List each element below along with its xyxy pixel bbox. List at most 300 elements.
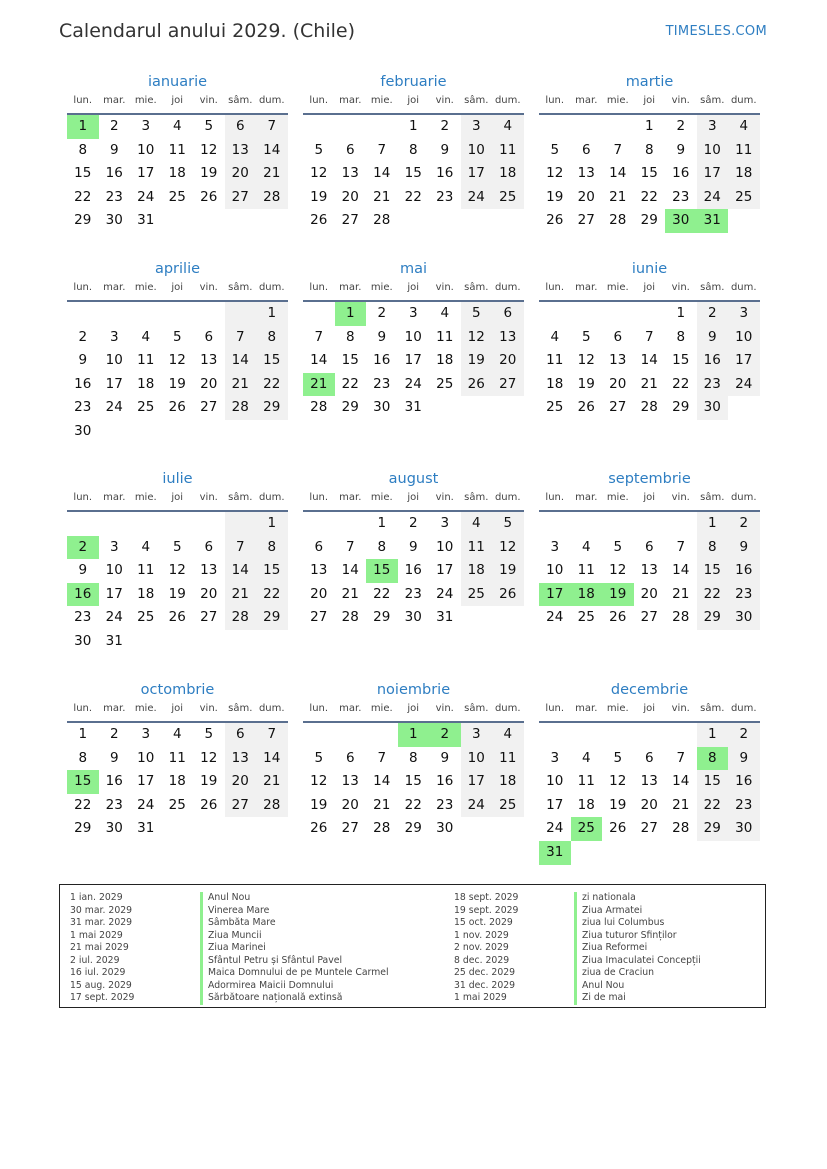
day-cell[interactable]: 10	[137, 749, 155, 766]
holiday-day-cell[interactable]: 8	[697, 747, 729, 771]
day-cell[interactable]: 27	[341, 820, 359, 837]
day-cell[interactable]: 22	[341, 375, 359, 392]
day-cell[interactable]: 11	[168, 749, 186, 766]
day-cell[interactable]: 17	[461, 162, 493, 186]
day-cell[interactable]: 22	[640, 188, 658, 205]
day-cell[interactable]: 16	[697, 349, 729, 373]
day-cell[interactable]: 28	[225, 396, 257, 420]
day-cell[interactable]: 8	[697, 536, 729, 560]
day-cell[interactable]: 17	[137, 773, 155, 790]
day-cell[interactable]: 15	[341, 352, 359, 369]
day-cell[interactable]: 17	[105, 585, 123, 602]
day-cell[interactable]: 28	[341, 609, 359, 626]
day-cell[interactable]: 18	[168, 165, 186, 182]
day-cell[interactable]: 16	[728, 770, 760, 794]
day-cell[interactable]: 13	[225, 747, 257, 771]
holiday-day-cell[interactable]: 17	[539, 583, 571, 607]
day-cell[interactable]: 21	[225, 373, 257, 397]
day-cell[interactable]: 27	[609, 399, 627, 416]
day-cell[interactable]: 9	[728, 747, 760, 771]
day-cell[interactable]: 8	[78, 749, 88, 766]
day-cell[interactable]: 31	[137, 212, 155, 229]
day-cell[interactable]: 5	[613, 749, 623, 766]
day-cell[interactable]: 7	[377, 749, 387, 766]
day-cell[interactable]: 19	[168, 585, 186, 602]
day-cell[interactable]: 13	[341, 165, 359, 182]
day-cell[interactable]: 20	[640, 585, 658, 602]
day-cell[interactable]: 6	[345, 141, 355, 158]
day-cell[interactable]: 11	[137, 562, 155, 579]
day-cell[interactable]: 4	[461, 512, 493, 536]
day-cell[interactable]: 15	[672, 352, 690, 369]
day-cell[interactable]: 22	[697, 794, 729, 818]
day-cell[interactable]: 29	[74, 820, 92, 837]
day-cell[interactable]: 30	[697, 396, 729, 420]
day-cell[interactable]: 17	[728, 349, 760, 373]
day-cell[interactable]: 18	[436, 352, 454, 369]
day-cell[interactable]: 6	[613, 328, 623, 345]
day-cell[interactable]: 30	[728, 606, 760, 630]
day-cell[interactable]: 12	[546, 165, 564, 182]
day-cell[interactable]: 18	[577, 796, 595, 813]
day-cell[interactable]: 23	[373, 375, 391, 392]
day-cell[interactable]: 18	[137, 585, 155, 602]
day-cell[interactable]: 8	[644, 141, 654, 158]
day-cell[interactable]: 12	[577, 352, 595, 369]
day-cell[interactable]: 14	[609, 165, 627, 182]
day-cell[interactable]: 16	[74, 375, 92, 392]
day-cell[interactable]: 31	[137, 820, 155, 837]
day-cell[interactable]: 14	[341, 562, 359, 579]
day-cell[interactable]: 13	[492, 326, 524, 350]
day-cell[interactable]: 21	[341, 585, 359, 602]
day-cell[interactable]: 30	[105, 820, 123, 837]
day-cell[interactable]: 8	[408, 749, 418, 766]
day-cell[interactable]: 16	[728, 559, 760, 583]
day-cell[interactable]: 28	[373, 212, 391, 229]
day-cell[interactable]: 5	[314, 749, 324, 766]
holiday-day-cell[interactable]: 2	[67, 536, 99, 560]
day-cell[interactable]: 24	[461, 794, 493, 818]
day-cell[interactable]: 27	[341, 212, 359, 229]
day-cell[interactable]: 8	[256, 326, 288, 350]
day-cell[interactable]: 10	[461, 747, 493, 771]
day-cell[interactable]: 21	[640, 375, 658, 392]
day-cell[interactable]: 7	[613, 141, 623, 158]
day-cell[interactable]: 13	[225, 139, 257, 163]
day-cell[interactable]: 10	[436, 538, 454, 555]
day-cell[interactable]: 11	[168, 141, 186, 158]
day-cell[interactable]: 6	[314, 538, 324, 555]
day-cell[interactable]: 24	[105, 609, 123, 626]
day-cell[interactable]: 30	[436, 820, 454, 837]
holiday-day-cell[interactable]: 2	[429, 723, 461, 747]
day-cell[interactable]: 23	[74, 609, 92, 626]
day-cell[interactable]: 11	[436, 328, 454, 345]
day-cell[interactable]: 14	[225, 349, 257, 373]
day-cell[interactable]: 30	[404, 609, 422, 626]
day-cell[interactable]: 19	[310, 188, 328, 205]
day-cell[interactable]: 23	[697, 373, 729, 397]
day-cell[interactable]: 9	[109, 141, 119, 158]
day-cell[interactable]: 28	[256, 186, 288, 210]
day-cell[interactable]: 24	[546, 609, 564, 626]
day-cell[interactable]: 16	[436, 773, 454, 790]
day-cell[interactable]: 27	[200, 609, 218, 626]
day-cell[interactable]: 4	[581, 538, 591, 555]
day-cell[interactable]: 11	[492, 139, 524, 163]
day-cell[interactable]: 17	[461, 770, 493, 794]
day-cell[interactable]: 24	[404, 375, 422, 392]
day-cell[interactable]: 22	[373, 585, 391, 602]
day-cell[interactable]: 19	[492, 559, 524, 583]
day-cell[interactable]: 26	[168, 399, 186, 416]
day-cell[interactable]: 22	[672, 375, 690, 392]
day-cell[interactable]: 9	[676, 141, 686, 158]
holiday-day-cell[interactable]: 15	[67, 770, 99, 794]
day-cell[interactable]: 21	[609, 188, 627, 205]
day-cell[interactable]: 6	[644, 749, 654, 766]
day-cell[interactable]: 22	[697, 583, 729, 607]
day-cell[interactable]: 17	[546, 796, 564, 813]
day-cell[interactable]: 27	[577, 212, 595, 229]
day-cell[interactable]: 27	[225, 794, 257, 818]
day-cell[interactable]: 2	[728, 512, 760, 536]
day-cell[interactable]: 13	[640, 562, 658, 579]
day-cell[interactable]: 25	[492, 186, 524, 210]
day-cell[interactable]: 1	[408, 118, 418, 134]
day-cell[interactable]: 4	[581, 749, 591, 766]
day-cell[interactable]: 13	[577, 165, 595, 182]
day-cell[interactable]: 11	[492, 747, 524, 771]
day-cell[interactable]: 2	[109, 726, 119, 742]
day-cell[interactable]: 29	[373, 609, 391, 626]
day-cell[interactable]: 30	[74, 422, 92, 439]
day-cell[interactable]: 18	[492, 162, 524, 186]
day-cell[interactable]: 20	[200, 375, 218, 392]
day-cell[interactable]: 6	[492, 302, 524, 326]
day-cell[interactable]: 24	[105, 399, 123, 416]
day-cell[interactable]: 25	[728, 186, 760, 210]
day-cell[interactable]: 8	[345, 328, 355, 345]
day-cell[interactable]: 19	[168, 375, 186, 392]
day-cell[interactable]: 19	[200, 773, 218, 790]
day-cell[interactable]: 16	[105, 773, 123, 790]
day-cell[interactable]: 29	[404, 820, 422, 837]
day-cell[interactable]: 1	[644, 118, 654, 134]
day-cell[interactable]: 25	[461, 583, 493, 607]
day-cell[interactable]: 9	[78, 352, 88, 369]
day-cell[interactable]: 4	[172, 726, 182, 742]
day-cell[interactable]: 1	[676, 305, 686, 321]
day-cell[interactable]: 26	[200, 796, 218, 813]
day-cell[interactable]: 24	[697, 186, 729, 210]
day-cell[interactable]: 3	[461, 723, 493, 747]
day-cell[interactable]: 5	[314, 141, 324, 158]
day-cell[interactable]: 10	[697, 139, 729, 163]
day-cell[interactable]: 23	[404, 585, 422, 602]
day-cell[interactable]: 27	[640, 609, 658, 626]
day-cell[interactable]: 13	[310, 562, 328, 579]
day-cell[interactable]: 9	[109, 749, 119, 766]
day-cell[interactable]: 20	[310, 585, 328, 602]
day-cell[interactable]: 18	[168, 773, 186, 790]
day-cell[interactable]: 28	[609, 212, 627, 229]
day-cell[interactable]: 29	[640, 212, 658, 229]
day-cell[interactable]: 28	[640, 399, 658, 416]
day-cell[interactable]: 30	[728, 817, 760, 841]
day-cell[interactable]: 28	[672, 820, 690, 837]
day-cell[interactable]: 21	[373, 188, 391, 205]
day-cell[interactable]: 17	[404, 352, 422, 369]
day-cell[interactable]: 31	[105, 632, 123, 649]
day-cell[interactable]: 26	[577, 399, 595, 416]
day-cell[interactable]: 9	[377, 328, 387, 345]
day-cell[interactable]: 19	[577, 375, 595, 392]
day-cell[interactable]: 3	[550, 538, 560, 555]
day-cell[interactable]: 29	[341, 399, 359, 416]
day-cell[interactable]: 22	[74, 796, 92, 813]
day-cell[interactable]: 10	[105, 562, 123, 579]
day-cell[interactable]: 20	[577, 188, 595, 205]
day-cell[interactable]: 24	[137, 188, 155, 205]
day-cell[interactable]: 8	[676, 328, 686, 345]
day-cell[interactable]: 14	[256, 139, 288, 163]
day-cell[interactable]: 13	[200, 352, 218, 369]
day-cell[interactable]: 1	[256, 302, 288, 326]
day-cell[interactable]: 23	[105, 188, 123, 205]
day-cell[interactable]: 11	[577, 562, 595, 579]
day-cell[interactable]: 7	[225, 536, 257, 560]
day-cell[interactable]: 12	[461, 326, 493, 350]
day-cell[interactable]: 9	[440, 749, 450, 766]
day-cell[interactable]: 18	[461, 559, 493, 583]
day-cell[interactable]: 10	[546, 562, 564, 579]
day-cell[interactable]: 9	[408, 538, 418, 555]
day-cell[interactable]: 21	[672, 585, 690, 602]
day-cell[interactable]: 21	[672, 796, 690, 813]
day-cell[interactable]: 21	[373, 796, 391, 813]
day-cell[interactable]: 17	[105, 375, 123, 392]
day-cell[interactable]: 5	[613, 538, 623, 555]
day-cell[interactable]: 10	[404, 328, 422, 345]
day-cell[interactable]: 25	[168, 796, 186, 813]
day-cell[interactable]: 5	[550, 141, 560, 158]
day-cell[interactable]: 7	[377, 141, 387, 158]
day-cell[interactable]: 6	[225, 723, 257, 747]
day-cell[interactable]: 14	[373, 165, 391, 182]
day-cell[interactable]: 23	[728, 583, 760, 607]
day-cell[interactable]: 21	[256, 770, 288, 794]
day-cell[interactable]: 3	[141, 726, 151, 742]
day-cell[interactable]: 13	[200, 562, 218, 579]
holiday-day-cell[interactable]: 31	[697, 209, 729, 233]
day-cell[interactable]: 5	[492, 512, 524, 536]
day-cell[interactable]: 29	[697, 606, 729, 630]
day-cell[interactable]: 27	[310, 609, 328, 626]
day-cell[interactable]: 12	[200, 141, 218, 158]
day-cell[interactable]: 23	[74, 399, 92, 416]
day-cell[interactable]: 5	[204, 118, 214, 134]
day-cell[interactable]: 25	[137, 609, 155, 626]
day-cell[interactable]: 19	[461, 349, 493, 373]
day-cell[interactable]: 19	[200, 165, 218, 182]
day-cell[interactable]: 27	[200, 399, 218, 416]
day-cell[interactable]: 2	[728, 723, 760, 747]
day-cell[interactable]: 4	[728, 115, 760, 139]
day-cell[interactable]: 6	[644, 538, 654, 555]
day-cell[interactable]: 8	[408, 141, 418, 158]
day-cell[interactable]: 26	[609, 609, 627, 626]
day-cell[interactable]: 22	[256, 583, 288, 607]
day-cell[interactable]: 17	[137, 165, 155, 182]
day-cell[interactable]: 18	[137, 375, 155, 392]
day-cell[interactable]: 8	[256, 536, 288, 560]
day-cell[interactable]: 14	[640, 352, 658, 369]
day-cell[interactable]: 7	[676, 749, 686, 766]
day-cell[interactable]: 25	[137, 399, 155, 416]
day-cell[interactable]: 20	[225, 162, 257, 186]
day-cell[interactable]: 7	[225, 326, 257, 350]
day-cell[interactable]: 25	[492, 794, 524, 818]
day-cell[interactable]: 16	[105, 165, 123, 182]
day-cell[interactable]: 22	[256, 373, 288, 397]
day-cell[interactable]: 24	[436, 585, 454, 602]
day-cell[interactable]: 15	[256, 349, 288, 373]
day-cell[interactable]: 26	[546, 212, 564, 229]
day-cell[interactable]: 6	[204, 328, 214, 345]
day-cell[interactable]: 27	[492, 373, 524, 397]
day-cell[interactable]: 5	[461, 302, 493, 326]
day-cell[interactable]: 29	[74, 212, 92, 229]
day-cell[interactable]: 1	[256, 512, 288, 536]
day-cell[interactable]: 14	[373, 773, 391, 790]
day-cell[interactable]: 6	[204, 538, 214, 555]
day-cell[interactable]: 15	[697, 770, 729, 794]
day-cell[interactable]: 3	[440, 515, 450, 531]
holiday-day-cell[interactable]: 31	[539, 841, 571, 865]
day-cell[interactable]: 14	[256, 747, 288, 771]
day-cell[interactable]: 3	[697, 115, 729, 139]
day-cell[interactable]: 6	[345, 749, 355, 766]
day-cell[interactable]: 9	[440, 141, 450, 158]
day-cell[interactable]: 2	[676, 118, 686, 134]
day-cell[interactable]: 23	[672, 188, 690, 205]
day-cell[interactable]: 30	[373, 399, 391, 416]
day-cell[interactable]: 28	[225, 606, 257, 630]
day-cell[interactable]: 1	[78, 726, 88, 742]
day-cell[interactable]: 23	[436, 796, 454, 813]
day-cell[interactable]: 3	[408, 305, 418, 321]
day-cell[interactable]: 11	[461, 536, 493, 560]
day-cell[interactable]: 20	[200, 585, 218, 602]
day-cell[interactable]: 30	[74, 632, 92, 649]
day-cell[interactable]: 19	[546, 188, 564, 205]
day-cell[interactable]: 10	[728, 326, 760, 350]
day-cell[interactable]: 2	[109, 118, 119, 134]
day-cell[interactable]: 2	[440, 118, 450, 134]
day-cell[interactable]: 13	[341, 773, 359, 790]
day-cell[interactable]: 15	[697, 559, 729, 583]
day-cell[interactable]: 18	[728, 162, 760, 186]
day-cell[interactable]: 5	[172, 328, 182, 345]
day-cell[interactable]: 29	[697, 817, 729, 841]
day-cell[interactable]: 9	[78, 562, 88, 579]
day-cell[interactable]: 24	[461, 186, 493, 210]
day-cell[interactable]: 2	[377, 305, 387, 321]
day-cell[interactable]: 18	[492, 770, 524, 794]
day-cell[interactable]: 12	[168, 562, 186, 579]
day-cell[interactable]: 3	[461, 115, 493, 139]
day-cell[interactable]: 12	[310, 773, 328, 790]
day-cell[interactable]: 6	[225, 115, 257, 139]
day-cell[interactable]: 16	[373, 352, 391, 369]
day-cell[interactable]: 24	[728, 373, 760, 397]
day-cell[interactable]: 6	[581, 141, 591, 158]
day-cell[interactable]: 2	[408, 515, 418, 531]
day-cell[interactable]: 10	[461, 139, 493, 163]
day-cell[interactable]: 8	[377, 538, 387, 555]
day-cell[interactable]: 21	[256, 162, 288, 186]
day-cell[interactable]: 11	[577, 773, 595, 790]
day-cell[interactable]: 30	[105, 212, 123, 229]
holiday-day-cell[interactable]: 25	[571, 817, 603, 841]
day-cell[interactable]: 25	[577, 609, 595, 626]
day-cell[interactable]: 25	[436, 375, 454, 392]
day-cell[interactable]: 19	[310, 796, 328, 813]
day-cell[interactable]: 4	[492, 115, 524, 139]
holiday-day-cell[interactable]: 30	[665, 209, 697, 233]
day-cell[interactable]: 14	[672, 562, 690, 579]
day-cell[interactable]: 10	[137, 141, 155, 158]
day-cell[interactable]: 24	[546, 820, 564, 837]
day-cell[interactable]: 20	[225, 770, 257, 794]
holiday-day-cell[interactable]: 21	[303, 373, 335, 397]
day-cell[interactable]: 16	[436, 165, 454, 182]
day-cell[interactable]: 26	[200, 188, 218, 205]
day-cell[interactable]: 20	[640, 796, 658, 813]
day-cell[interactable]: 26	[168, 609, 186, 626]
day-cell[interactable]: 10	[546, 773, 564, 790]
day-cell[interactable]: 18	[546, 375, 564, 392]
day-cell[interactable]: 3	[109, 328, 119, 345]
day-cell[interactable]: 26	[492, 583, 524, 607]
day-cell[interactable]: 13	[609, 352, 627, 369]
day-cell[interactable]: 27	[225, 186, 257, 210]
day-cell[interactable]: 20	[609, 375, 627, 392]
holiday-day-cell[interactable]: 18	[571, 583, 603, 607]
day-cell[interactable]: 16	[404, 562, 422, 579]
day-cell[interactable]: 15	[404, 773, 422, 790]
day-cell[interactable]: 26	[310, 212, 328, 229]
holiday-day-cell[interactable]: 16	[67, 583, 99, 607]
day-cell[interactable]: 12	[168, 352, 186, 369]
day-cell[interactable]: 19	[609, 796, 627, 813]
day-cell[interactable]: 7	[644, 328, 654, 345]
day-cell[interactable]: 22	[74, 188, 92, 205]
day-cell[interactable]: 3	[109, 538, 119, 555]
day-cell[interactable]: 2	[697, 302, 729, 326]
day-cell[interactable]: 14	[672, 773, 690, 790]
day-cell[interactable]: 2	[78, 328, 88, 345]
day-cell[interactable]: 3	[141, 118, 151, 134]
holiday-day-cell[interactable]: 19	[602, 583, 634, 607]
day-cell[interactable]: 28	[310, 399, 328, 416]
day-cell[interactable]: 21	[225, 583, 257, 607]
day-cell[interactable]: 23	[436, 188, 454, 205]
day-cell[interactable]: 8	[78, 141, 88, 158]
day-cell[interactable]: 7	[676, 538, 686, 555]
